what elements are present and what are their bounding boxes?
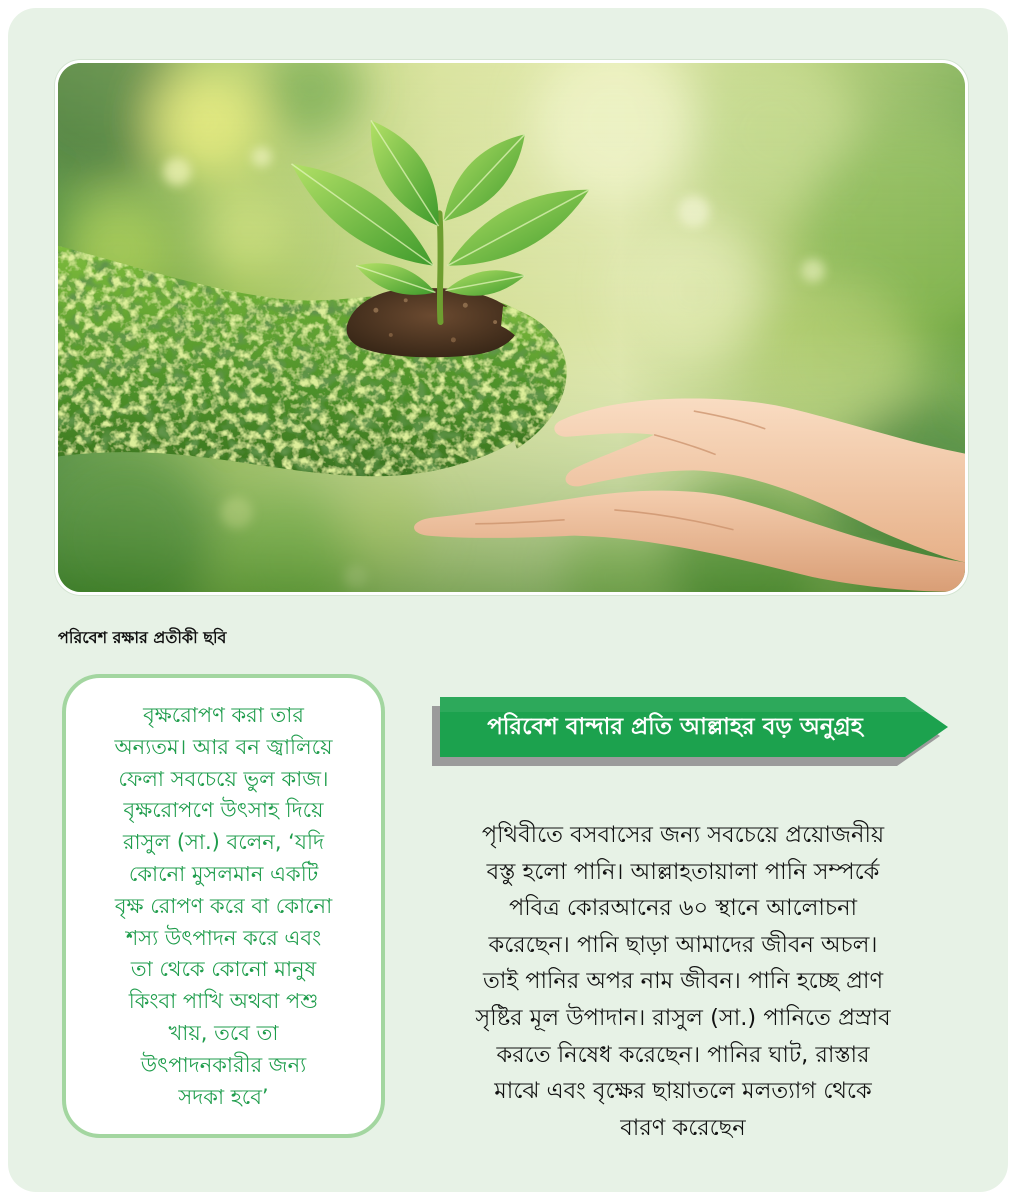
- quote-line: বৃক্ষরোপণে উৎসাহ দিয়ে: [123, 798, 324, 823]
- soil-speck: [389, 333, 393, 337]
- body-line: পবিত্র কোরআনের ৬০ স্থানে আলোচনা: [508, 895, 858, 922]
- soil-speck: [373, 308, 378, 313]
- quote-line: কিংবা পাখি অথবা পশু: [128, 989, 319, 1014]
- quote-line: উৎপাদনকারীর জন্য: [140, 1052, 307, 1077]
- body-line: সৃষ্টির মূল উপাদান। রাসুল (সা.) পানিতে প্রস্রাব: [475, 1004, 891, 1031]
- body-line: মাঝে এবং বৃক্ষের ছায়াতলে মলত্যাগ থেকে: [494, 1078, 872, 1105]
- quote-line: সদকা হবে’: [178, 1084, 269, 1109]
- soil-speck: [493, 320, 497, 324]
- soil-speck: [463, 303, 468, 308]
- body-line: করেছেন। পানি ছাড়া আমাদের জীবন অচল।: [488, 931, 878, 958]
- body-line: বস্তু হলো পানি। আল্লাহতায়ালা পানি সম্পর্কে: [486, 858, 880, 885]
- quote-line: শস্য উৎপাদন করে এবং: [125, 925, 322, 950]
- photo: [55, 60, 968, 595]
- quote-line: রাসুল (সা.) বলেন, ‘যদি: [122, 830, 324, 855]
- quote-line: তা থেকে কোনো মানুষ: [130, 957, 317, 982]
- seedling-in-hands-image: [58, 63, 965, 592]
- body-line: বারণ করেছেন: [620, 1114, 746, 1141]
- quote-line: ফেলা সবচেয়ে ভুল কাজ।: [118, 766, 329, 791]
- soil-speck: [404, 298, 408, 302]
- photo-caption: পরিবেশ রক্ষার প্রতীকী ছবি: [58, 628, 227, 647]
- article-body: [423, 817, 943, 1146]
- quote-line: বৃক্ষরোপণ করা তার: [143, 703, 304, 727]
- seedling-stem: [439, 213, 440, 322]
- quote-line: খায়, তবে তা: [168, 1020, 279, 1045]
- soil-speck: [451, 337, 456, 342]
- quote-line: বৃক্ষ রোপণ করে বা কোনো: [114, 893, 333, 918]
- body-line: করতে নিষেধ করেছেন। পানির ঘাট, রাস্তার: [496, 1041, 870, 1068]
- quote-line: কোনো মুসলমান একটি: [128, 861, 319, 886]
- body-line: তাই পানির অপর নাম জীবন। পানি হচ্ছে প্রাণ: [482, 968, 884, 995]
- body-line: পৃথিবীতে বসবাসের জন্য সবচেয়ে প্রয়োজনীয়: [481, 822, 885, 848]
- headline-text: পরিবেশ বান্দার প্রতি আল্লাহর বড় অনুগ্রহ: [487, 713, 863, 740]
- headline-banner: [428, 694, 953, 770]
- quote-line: অন্যতম। আর বন জ্বালিয়ে: [114, 734, 333, 759]
- quote-box: [62, 674, 385, 1138]
